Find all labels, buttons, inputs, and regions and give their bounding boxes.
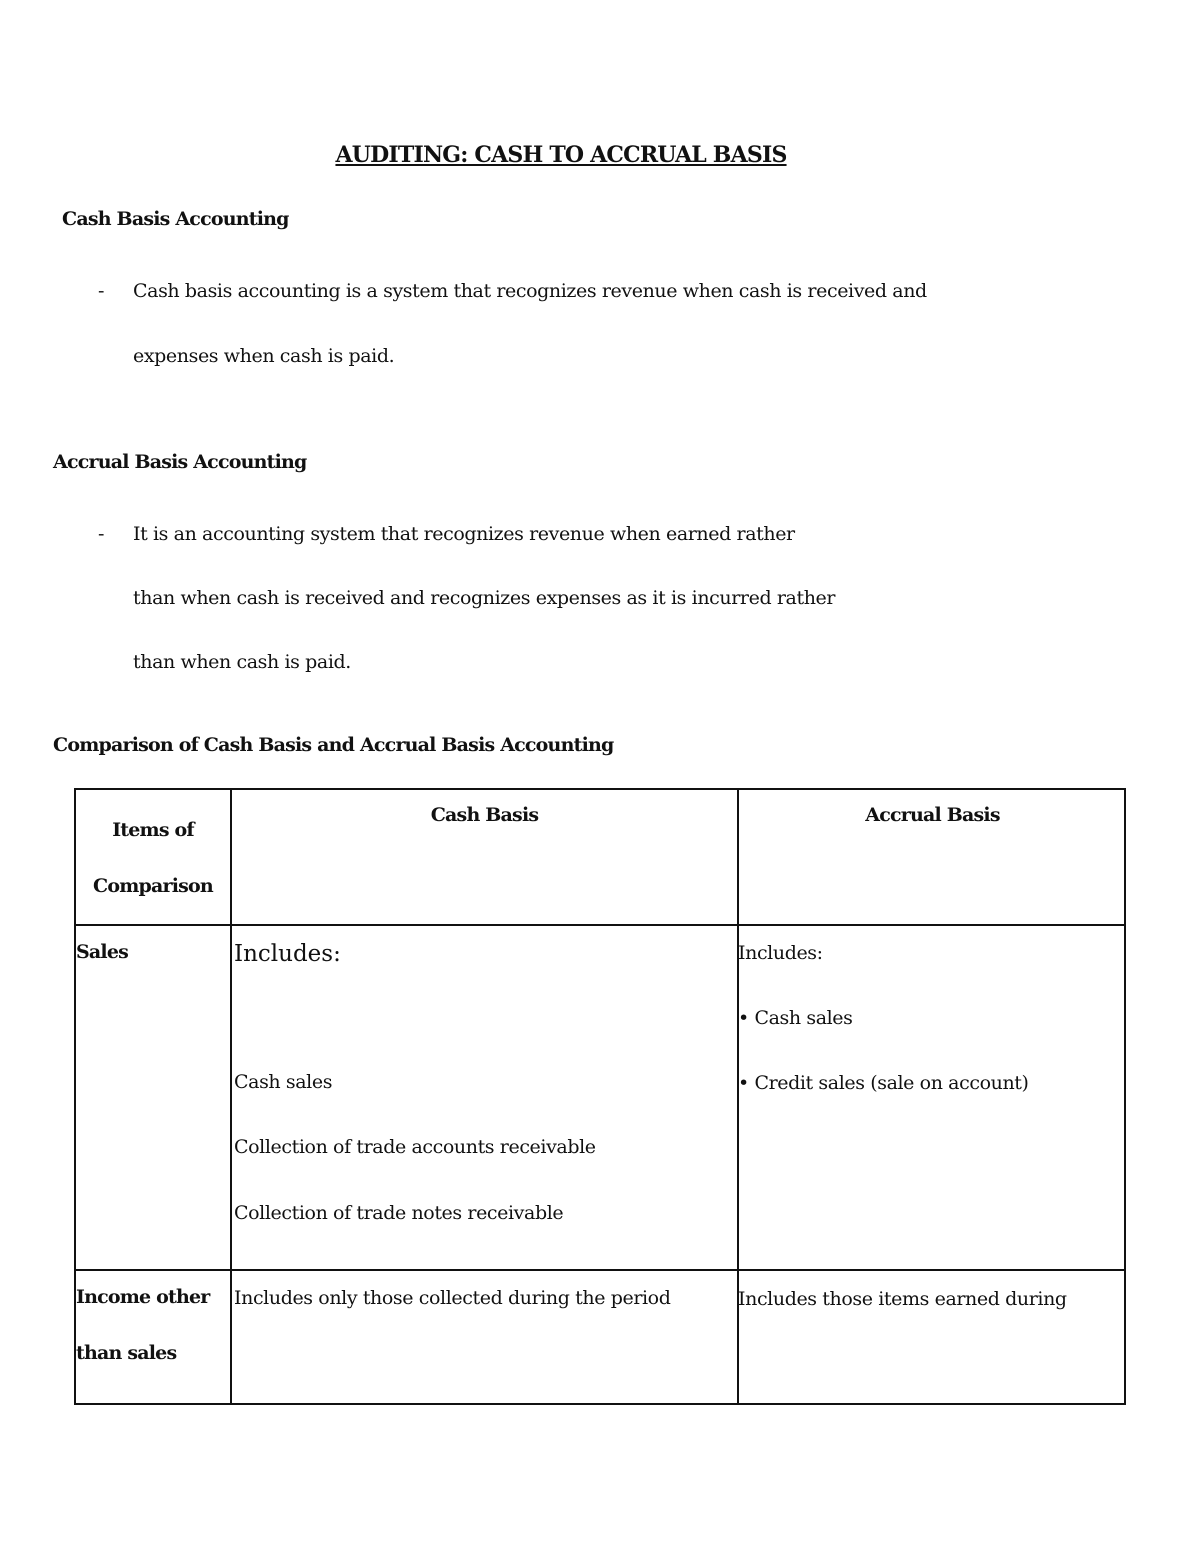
document-title: AUDITING: CASH TO ACCRUAL BASIS — [335, 142, 787, 168]
sales-cash-line: Collection of trade accounts receivable — [234, 1136, 596, 1158]
sales-cash-intro: Includes: — [234, 941, 341, 967]
sales-cash-line: Cash sales — [234, 1071, 333, 1093]
bullet-dash: - — [98, 280, 105, 302]
section-heading-cash-basis: Cash Basis Accounting — [62, 208, 289, 230]
header-accrual-basis: Accrual Basis — [865, 804, 1000, 826]
row-label-line: than sales — [76, 1342, 177, 1364]
comparison-heading: Comparison of Cash Basis and Accrual Basis Accounting — [53, 734, 614, 756]
section-heading-accrual-basis: Accrual Basis Accounting — [53, 451, 307, 473]
paragraph-line: expenses when cash is paid. — [133, 345, 395, 367]
sales-cash-line: Collection of trade notes receivable — [234, 1202, 564, 1224]
table-row-divider — [76, 924, 1124, 926]
header-items-of-comparison — [76, 802, 230, 914]
row-label-income-other-than-sales — [76, 1269, 210, 1381]
comparison-table — [74, 788, 1126, 1405]
paragraph-line: It is an accounting system that recognizes revenue when earned rather — [133, 523, 795, 545]
header-cash-basis: Cash Basis — [430, 804, 539, 826]
table-row-divider — [76, 1269, 1124, 1271]
table-column-divider — [230, 790, 232, 1403]
sales-accrual-intro: Includes: — [738, 942, 823, 964]
sales-accrual-line: • Credit sales (sale on account) — [738, 1072, 1029, 1094]
header-items-line: Comparison — [93, 875, 213, 897]
paragraph-line: than when cash is received and recognizes expenses as it is incurred rather — [133, 587, 836, 609]
sales-accrual-line: • Cash sales — [738, 1007, 853, 1029]
bullet-dash: - — [98, 523, 105, 545]
income-accrual-text: Includes those items earned during — [738, 1288, 1067, 1310]
table-column-divider — [737, 790, 739, 1403]
row-label-sales: Sales — [76, 941, 129, 963]
income-cash-text: Includes only those collected during the period — [234, 1287, 671, 1309]
paragraph-line: than when cash is paid. — [133, 651, 351, 673]
paragraph-line: Cash basis accounting is a system that recognizes revenue when cash is received and — [133, 280, 927, 302]
row-label-line: Income other — [76, 1286, 210, 1308]
header-items-line: Items of — [112, 819, 194, 841]
